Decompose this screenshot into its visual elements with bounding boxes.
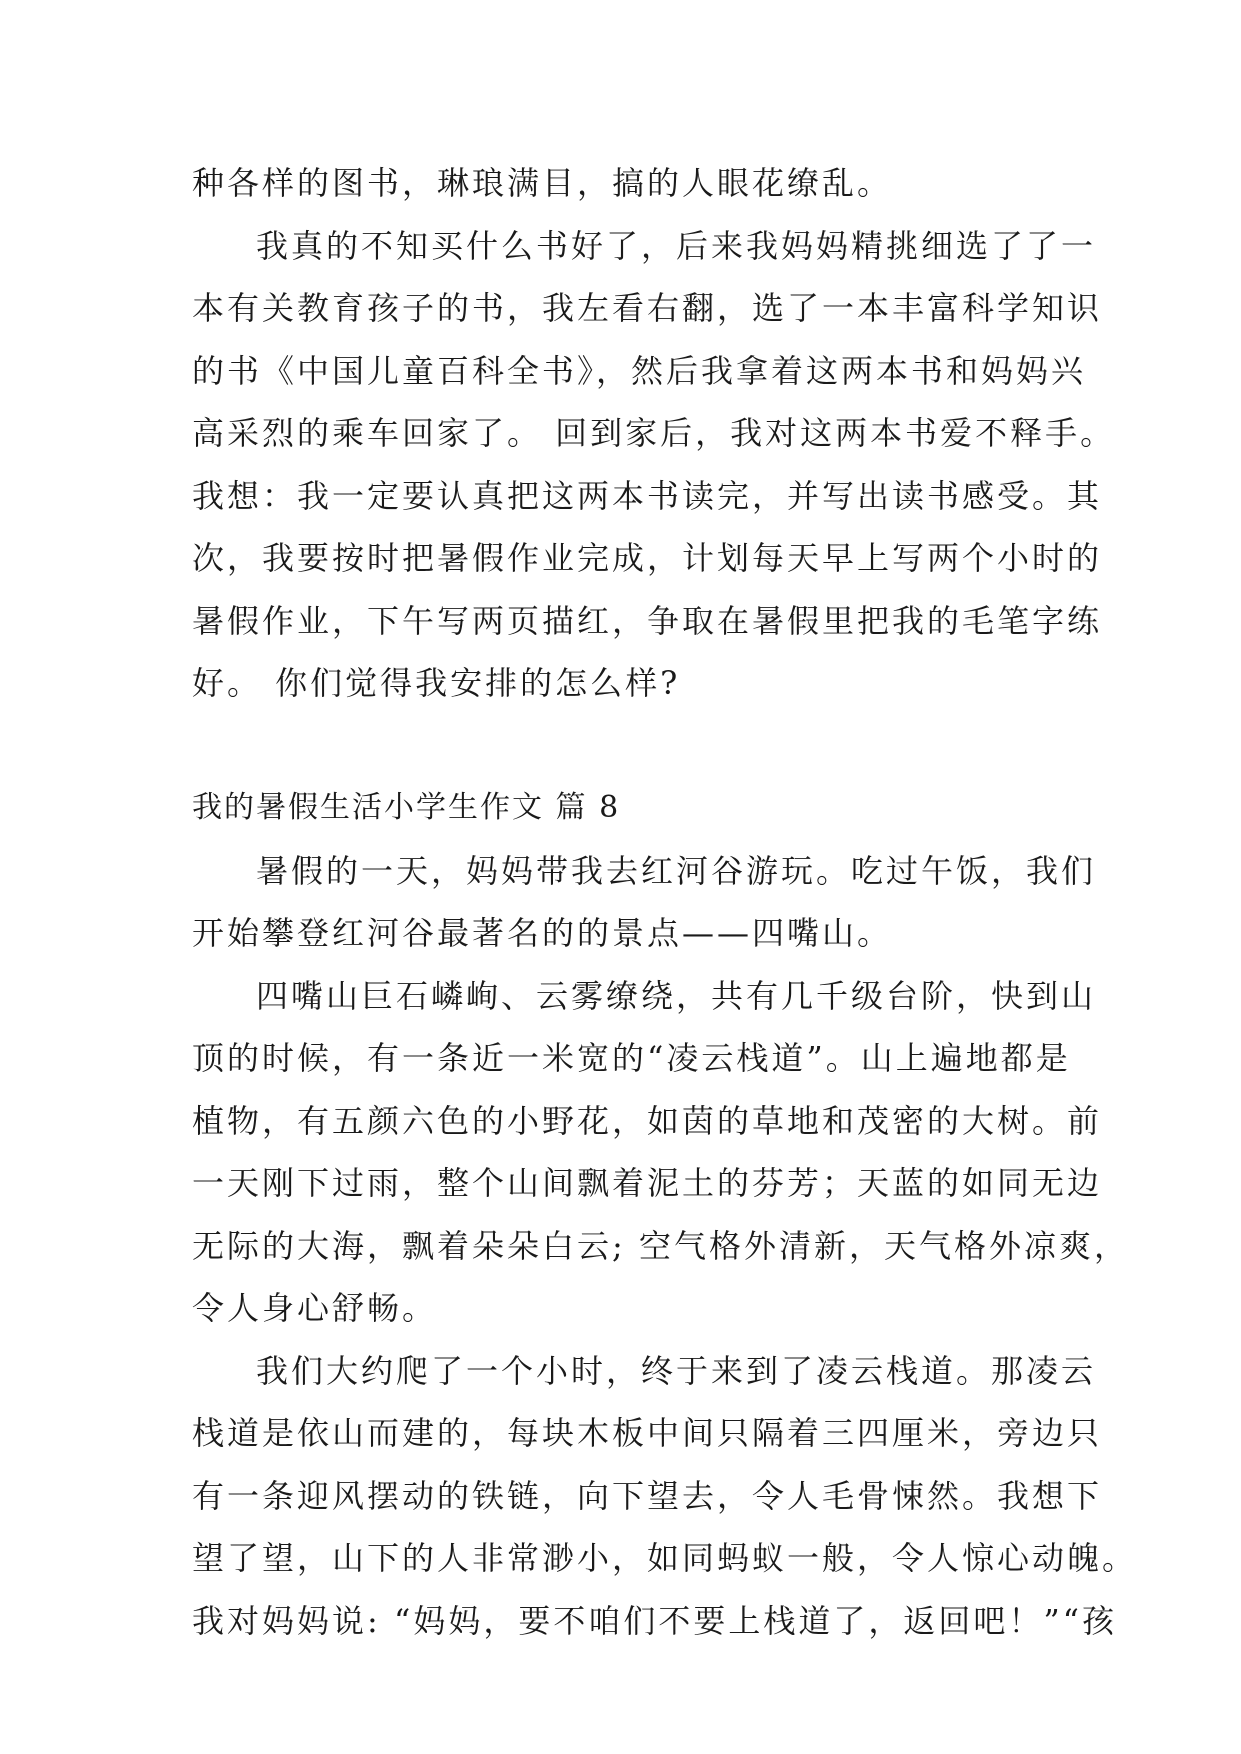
paragraph-line: 有一条迎风摆动的铁链，向下望去，令人毛骨悚然。我想下	[192, 1476, 1103, 1515]
section-heading: 我的暑假生活小学生作文 篇 8	[192, 790, 621, 825]
paragraph-line: 我真的不知买什么书好了，后来我妈妈精挑细选了了一	[256, 226, 1097, 265]
paragraph-line: 顶的时候，有一条近一米宽的“凌云栈道”。山上遍地都是	[192, 1039, 1071, 1077]
paragraph-line: 我对妈妈说: “妈妈，要不咱们不要上栈道了，返回吧！”“孩	[192, 1601, 1118, 1640]
paragraph-line: 望了望，山下的人非常渺小，如同蚂蚁一般，令人惊心动魄。	[192, 1539, 1138, 1577]
paragraph-line: 无际的大海，飘着朵朵白云; 空气格外清新，天气格外凉爽，	[192, 1226, 1129, 1265]
paragraph-line: 的书《中国儿童百科全书》，然后我拿着这两本书和妈妈兴	[192, 351, 1087, 390]
paragraph-line: 令人身心舒畅。	[192, 1289, 438, 1327]
paragraph-line: 四嘴山巨石嶙峋、云雾缭绕，共有几千级台阶，快到山	[256, 976, 1097, 1015]
section-spacer	[192, 715, 1062, 778]
paragraph-line: 本有关教育孩子的书，我左看右翻，选了一本丰富科学知识	[192, 289, 1103, 327]
paragraph-line: 好。 你们觉得我安排的怎么样?	[192, 664, 681, 702]
paragraph-line: 植物，有五颜六色的小野花，如茵的草地和茂密的大树。前	[192, 1101, 1103, 1140]
paragraph-line: 一天刚下过雨，整个山间飘着泥土的芬芳；天蓝的如同无边	[192, 1164, 1103, 1202]
paragraph-line: 我们大约爬了一个小时，终于来到了凌云栈道。那凌云	[256, 1351, 1097, 1390]
paragraph-line: 暑假的一天，妈妈带我去红河谷游玩。吃过午饭，我们	[256, 851, 1097, 890]
paragraph-line: 我想：我一定要认真把这两本书读完，并写出读书感受。其	[192, 476, 1103, 515]
paragraph-line: 栈道是依山而建的，每块木板中间只隔着三四厘米，旁边只	[192, 1414, 1103, 1452]
paragraph-line: 高采烈的乘车回家了。 回到家后，我对这两本书爱不释手。	[192, 414, 1116, 452]
paragraph-line: 开始攀登红河谷最著名的的景点——四嘴山。	[192, 914, 893, 952]
paragraph-line: 种各样的图书，琳琅满目，搞的人眼花缭乱。	[192, 164, 893, 202]
document-page	[192, 152, 1138, 1652]
paragraph-line: 暑假作业，下午写两页描红，争取在暑假里把我的毛笔字练	[192, 601, 1103, 640]
paragraph-line: 次，我要按时把暑假作业完成，计划每天早上写两个小时的	[192, 539, 1103, 577]
